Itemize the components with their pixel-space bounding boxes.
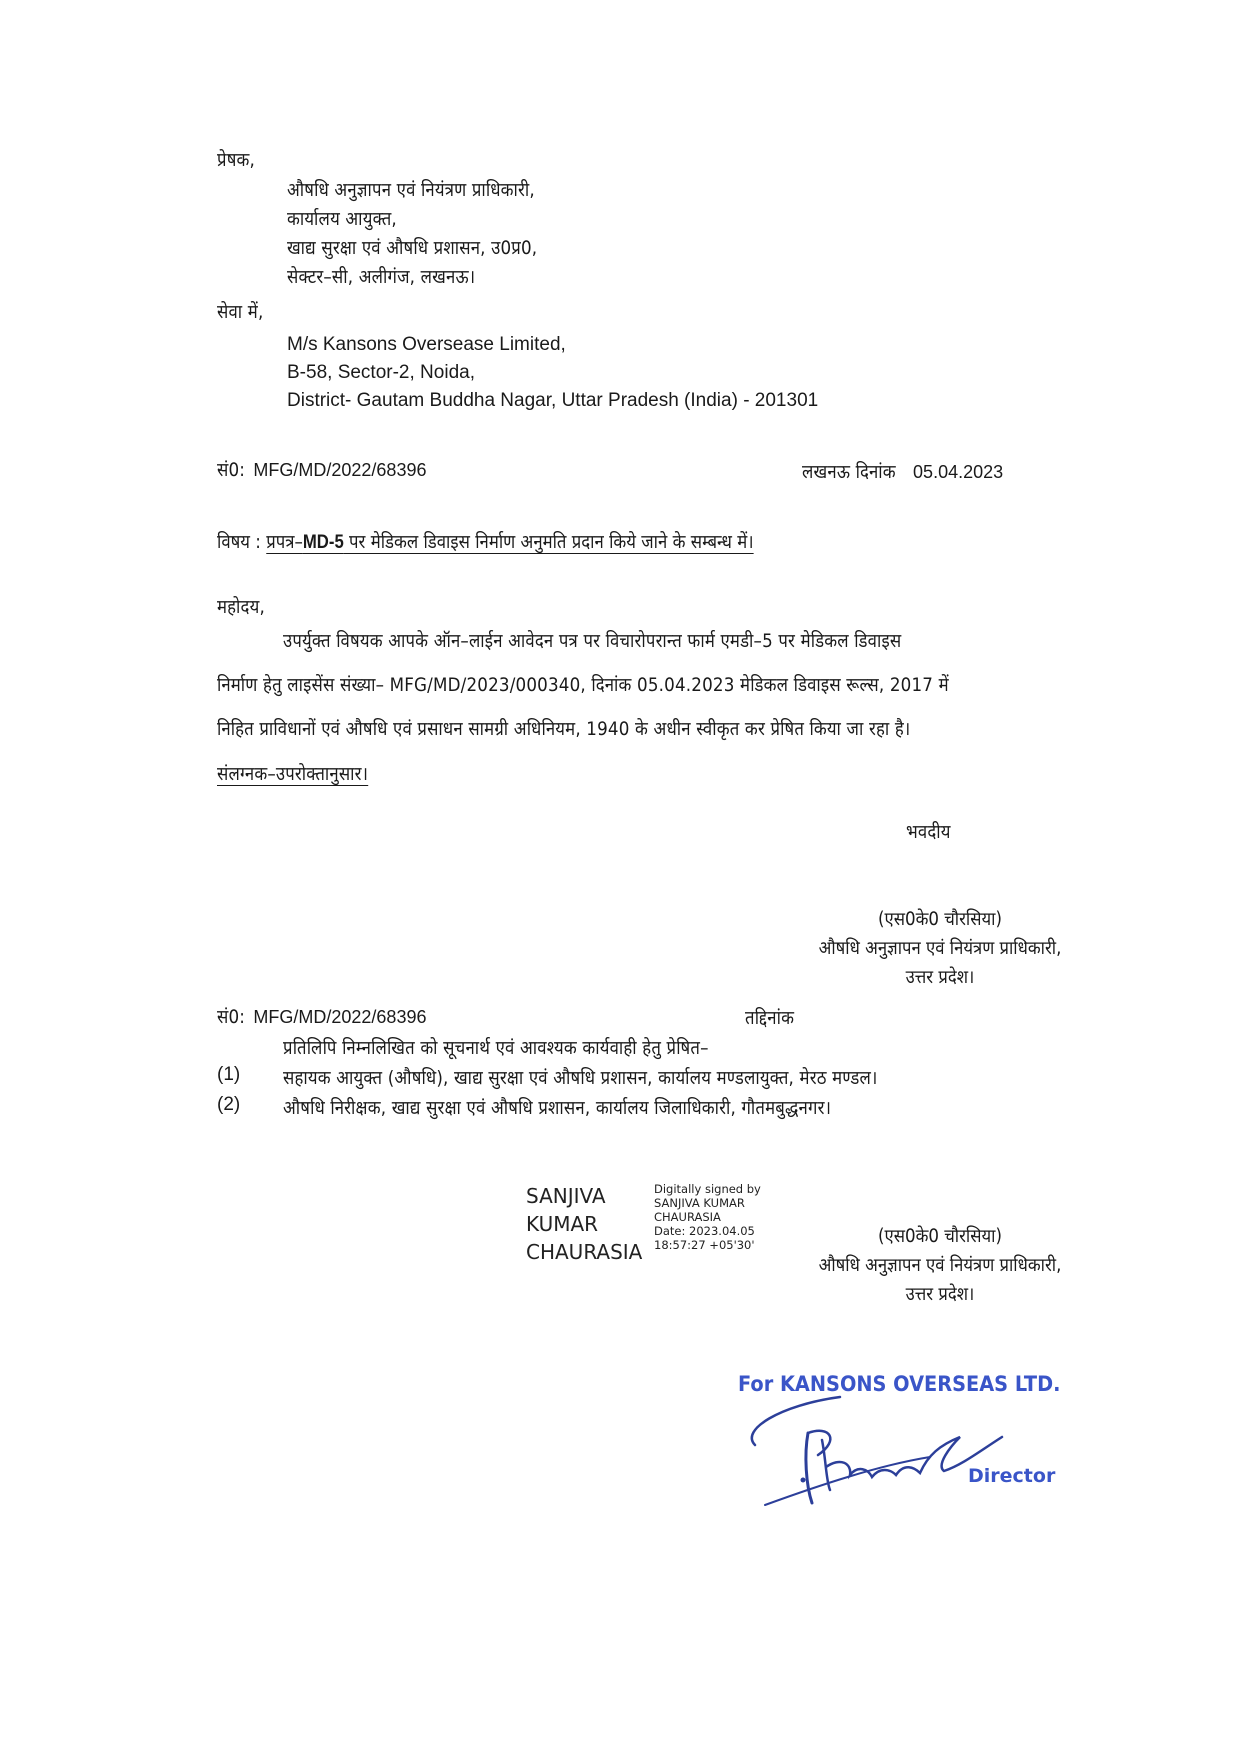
recipient-line: District- Gautam Buddha Nagar, Uttar Pradesh (India) - 201301 (287, 390, 819, 411)
digital-signature-info-line: 18:57:27 +05'30' (654, 1238, 755, 1252)
recipient-line: M/s Kansons Oversease Limited, (287, 334, 566, 355)
digital-signature-name (526, 1182, 642, 1266)
digital-signature-name-line: SANJIVA (526, 1184, 606, 1208)
subject-text (266, 531, 753, 553)
copy-reference (217, 1003, 426, 1029)
signatory-name: (एस0के0 चौरसिया) (878, 1226, 1002, 1247)
subject-form: MD-5 (302, 532, 344, 553)
digital-signature-info-line: Date: 2023.04.05 (654, 1224, 755, 1238)
copy-reference-prefix: सं0: (217, 1006, 246, 1028)
copy-item-text: औषधि निरीक्षक, खाद्य सुरक्षा एवं औषधि प्रशासन, कार्यालय जिलाधिकारी, गौतमबुद्धनगर। (283, 1097, 832, 1119)
enclosure-note: संलग्नक–उपरोक्तानुसार। (217, 763, 369, 785)
date-value: 05.04.2023 (913, 462, 1004, 482)
body-line: उपर्युक्त विषयक आपके ऑन–लाईन आवेदन पत्र पर विचारोपरान्त फार्म एमडी–5 पर मेडिकल डिवाइस (283, 630, 902, 652)
signatory-title: औषधि अनुज्ञापन एवं नियंत्रण प्राधिकारी, (818, 938, 1062, 959)
body-line: निहित प्राविधानों एवं औषधि एवं प्रसाधन सामग्री अधिनियम, 1940 के अधीन स्वीकृत कर प्रेषित किया जा रहा है। (217, 718, 911, 740)
subject-part1: प्रपत्र– (266, 531, 303, 553)
subject-label: विषय : (217, 531, 261, 553)
subject-part2: पर मेडिकल डिवाइस निर्माण अनुमति प्रदान किये जाने के सम्बन्ध में। (343, 531, 754, 553)
digital-signature-name-line: KUMAR (526, 1212, 599, 1236)
handwritten-signature (700, 1385, 1080, 1515)
recipient-line: B-58, Sector-2, Noida, (287, 362, 475, 383)
digital-signature-info (654, 1182, 761, 1252)
signatory-name: (एस0के0 चौरसिया) (878, 909, 1002, 930)
digital-signature-info-line: Digitally signed by (654, 1182, 761, 1196)
reference-number (217, 456, 426, 482)
body-line: निर्माण हेतु लाइसेंस संख्या– MFG/MD/2023/000340, दिनांक 05.04.2023 मेडिकल डिवाइस रूल्स, 2017 में (217, 674, 949, 696)
copy-intro: प्रतिलिपि निम्नलिखित को सूचनार्थ एवं आवश्यक कार्यवाही हेतु प्रेषित– (283, 1037, 709, 1059)
signatory-block (770, 905, 1110, 992)
copy-item-text: सहायक आयुक्त (औषधि), खाद्य सुरक्षा एवं औषधि प्रशासन, कार्यालय मण्डलायुक्त, मेरठ मण्डल। (283, 1067, 878, 1089)
sender-label: प्रेषक, (217, 149, 256, 171)
digital-signature-info-line: CHAURASIA (654, 1210, 721, 1224)
sender-line: कार्यालय आयुक्त, (287, 208, 397, 230)
copy-reference-value: MFG/MD/2022/68396 (253, 1007, 427, 1027)
subject-line (217, 528, 827, 554)
closing: भवदीय (906, 821, 951, 843)
signatory-title: औषधि अनुज्ञापन एवं नियंत्रण प्राधिकारी, (818, 1255, 1062, 1276)
sender-line: खाद्य सुरक्षा एवं औषधि प्रशासन, उ0प्र0, (287, 237, 538, 259)
salutation: महोदय, (217, 596, 265, 618)
company-stamp-text: For KANSONS OVERSEAS LTD. (738, 1372, 1061, 1396)
recipient-label: सेवा में, (217, 301, 264, 323)
reference-prefix: सं0: (217, 459, 246, 481)
digital-signature-info-line: SANJIVA KUMAR (654, 1196, 745, 1210)
director-designation: Director (968, 1465, 1056, 1487)
place-date-label: लखनऊ दिनांक (802, 461, 896, 483)
digital-signature-name-line: CHAURASIA (526, 1240, 643, 1264)
reference-value: MFG/MD/2022/68396 (253, 460, 427, 480)
signatory-state: उत्तर प्रदेश। (905, 967, 975, 988)
reference-date (802, 458, 1003, 484)
copy-item-number: (2) (217, 1094, 241, 1115)
sender-line: औषधि अनुज्ञापन एवं नियंत्रण प्राधिकारी, (287, 179, 535, 201)
signatory-state: उत्तर प्रदेश। (905, 1284, 975, 1305)
signatory-block (770, 1222, 1110, 1309)
sender-line: सेक्टर–सी, अलीगंज, लखनऊ। (287, 266, 476, 288)
copy-item-number: (1) (217, 1064, 241, 1085)
copy-date-label: तद्दिनांक (745, 1007, 795, 1029)
